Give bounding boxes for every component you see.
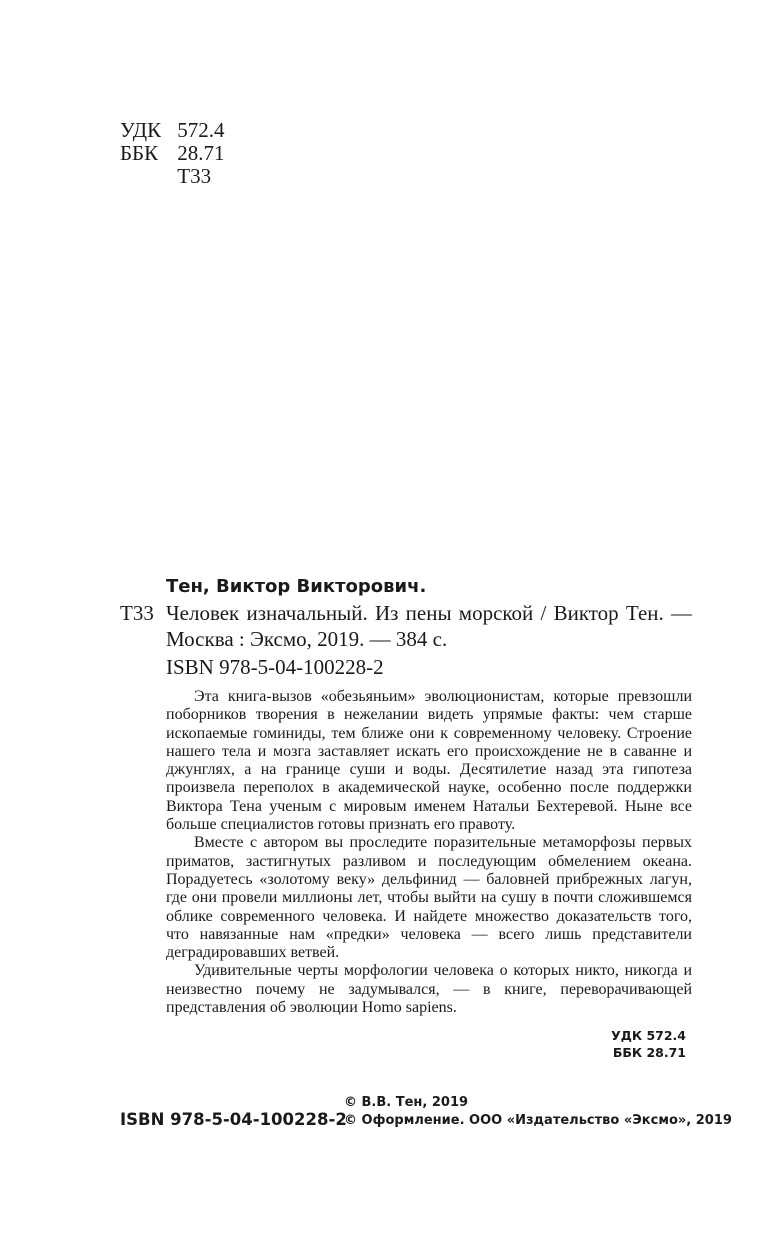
udk-label: УДК — [120, 118, 162, 142]
author-heading: Тен, Виктор Викторович. — [166, 576, 427, 597]
copyright-author: © В.В. Тен, 2019 — [344, 1095, 469, 1110]
bbk-value: 28.71 — [177, 141, 225, 165]
udk-value: 572.4 — [177, 118, 225, 142]
author-mark-line — [120, 163, 211, 189]
annotation-paragraph: Удивительные черты морфологии человека о которых никто, никогда и неизвестно почему не задумывался, — в книге, переворачивающей представления об эволюции Homo sapiens. — [166, 962, 692, 1017]
udk-bottom: УДК 572.4 — [611, 1028, 686, 1043]
annotation-paragraph: Эта книга-вызов «обезьяньим» эволюционистам, которые превзошли поборников творения в нежелании видеть упрямые факты: чем старше ископаемые гоминиды, тем ближе они к современному человеку. Строение нашего тела и мозга заставляет искать его происхождение не в саванне и джунглях, а на границе суши и воды. Десятилетие назад эта гипотеза произвела переполох в академической науке, особенно после поддержки Виктора Тена ученым с мировым именем Натальи Бехтеревой. Ныне все больше специалистов готовы признать его правоту. — [166, 688, 692, 834]
isbn-record: ISBN 978-5-04-100228-2 — [166, 655, 384, 679]
copyright-design: © Оформление. ООО «Издательство «Эксмо», 2019 — [344, 1113, 732, 1128]
bbk-bottom: ББК 28.71 — [612, 1045, 686, 1060]
title-statement: Человек изначальный. Из пены морской / Виктор Тен. — Москва : Эксмо, 2019. — 384 с. — [166, 601, 692, 651]
isbn-footer: ISBN 978-5-04-100228-2 — [120, 1110, 347, 1129]
author-mark-record: Т33 — [120, 601, 154, 625]
author-mark-top: Т33 — [177, 164, 212, 188]
bbk-label: ББК — [120, 141, 159, 165]
annotation — [166, 688, 692, 1017]
annotation-paragraph: Вместе с автором вы проследите поразительные метаморфозы первых приматов, застигнутых разливом и последующим обмелением океана. Порадуетесь «золотому веку» дельфинид — баловней прибрежных лагун, где они провели миллионы лет, чтобы выйти на сушу в почти сложившемся облике современного человека. И найдете множество доказательств того, что навязанные нам «предки» человека — всего лишь представители деградировавших ветвей. — [166, 834, 692, 962]
